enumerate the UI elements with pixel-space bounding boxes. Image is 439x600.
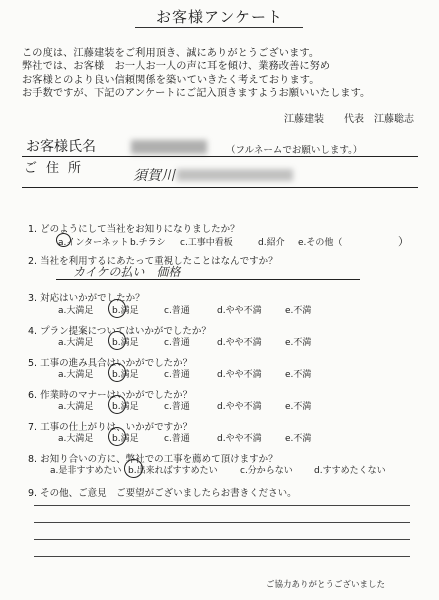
q5-option-c: c.普通 [164,370,190,380]
q1-close-bracket: ） [398,235,409,248]
name-note: （フルネームでお願いします。） [226,145,363,156]
intro-line: この度は、江藤建装をご利用頂き、誠にありがとうございます。 [22,48,320,59]
question-9: 9. その他、ご意見 ご要望がございましたらお書きください。 [28,488,297,499]
q3-option-a: a.大満足 [58,306,94,316]
question-1: 1. どのようにして当社をお知りになりましたか？ [28,224,240,235]
q4-option-c: c.普通 [164,338,190,348]
q7-answer-circle [108,427,126,446]
address-underline [22,187,418,188]
q3-answer-circle [108,299,126,318]
question-8: 8. お知り合いの方に、弊社での工事を薦めて頂けますか？ [28,454,278,465]
intro-line: お手数ですが、下記のアンケートにご記入頂きますようお願いいたします。 [22,87,371,99]
q4-option-a: a.大満足 [58,338,94,348]
q5-option-d: d.やや不満 [217,370,262,380]
redacted-address [177,169,293,181]
q4-option-b: b.満足 [112,338,139,348]
closing-thanks: ご協力ありがとうございました [266,580,386,590]
q8-option-c: c.分からない [240,466,293,476]
q2-answer-handwritten: カイケの払い 価格 [73,265,181,279]
q7-option-c: c.普通 [164,434,190,444]
q4-option-e: e.不満 [285,338,312,348]
question-2: 2. 当社を利用するにあたって重視したことはなんですか？ [28,256,278,267]
q8-answer-circle [124,459,143,478]
q8-option-b: b.出来ればすすめたい [128,466,218,476]
question-3: 3. 対応はいかがでしたか？ [28,293,145,304]
intro-line: 弊社では、お客様 お一人お一人の声に耳を傾け、業務改善に努め [22,61,331,73]
q1-option-e: e.その他（ [298,238,343,248]
comment-line [34,556,410,557]
survey-title: お客様アンケート [155,8,284,26]
q1-answer-circle [56,233,71,247]
q3-option-d: d.やや不満 [217,306,262,316]
q8-option-d: d.すすめたくない [314,466,386,476]
q6-option-d: d.やや不満 [217,402,262,412]
q6-option-c: c.普通 [164,402,190,412]
q3-option-c: c.普通 [164,306,190,316]
q6-answer-circle [108,395,126,414]
comment-line [34,539,410,540]
comment-line [34,505,410,506]
intro-text [22,47,370,100]
question-4: 4. プラン提案についてはいかがでしたか？ [28,326,211,337]
intro-line: お客様とのより良い信頼関係を築いていきたく考えております。 [22,74,320,86]
comment-line [34,522,410,523]
customer-name-label: お客様氏名 [26,139,96,155]
q1-option-d: d.紹介 [258,238,285,248]
q3-option-e: e.不満 [285,306,312,316]
address-label: ご住所 [24,161,91,176]
question-6: 6. 作業時のマナーはいかがでしたか？ [28,390,193,401]
q7-option-d: d.やや不満 [217,434,262,444]
question-7: 7. 工事の仕上がりは、いかがですか？ [28,422,193,433]
title-underline [135,27,303,28]
address-handwritten: 須賀川 [133,168,175,184]
q4-answer-circle [108,331,126,350]
q2-answer-line [56,279,360,280]
q1-option-c: c.工事中看板 [180,238,233,248]
company-signature: 江藤建装 代表 江藤聡志 [284,114,414,125]
q1-option-b: b.チラシ [130,238,166,248]
q6-option-b: b.満足 [112,402,139,412]
q7-option-b: b.満足 [112,434,139,444]
question-5: 5. 工事の進み具合はいかがでしたか？ [28,358,193,369]
q5-option-a: a.大満足 [58,370,94,380]
redacted-name [131,140,207,154]
q4-option-d: d.やや不満 [217,338,262,348]
q7-option-a: a.大満足 [58,434,94,444]
q6-option-a: a.大満足 [58,402,94,412]
q5-answer-circle [108,363,126,382]
q6-option-e: e.不満 [285,402,312,412]
q7-option-e: e.不満 [285,434,312,444]
q5-option-b: b.満足 [112,370,139,380]
q8-option-a: a.是非すすめたい [50,466,122,476]
q1-option-a: a.インターネット [58,238,129,248]
q5-option-e: e.不満 [285,370,312,380]
q3-option-b: b.満足 [112,306,139,316]
